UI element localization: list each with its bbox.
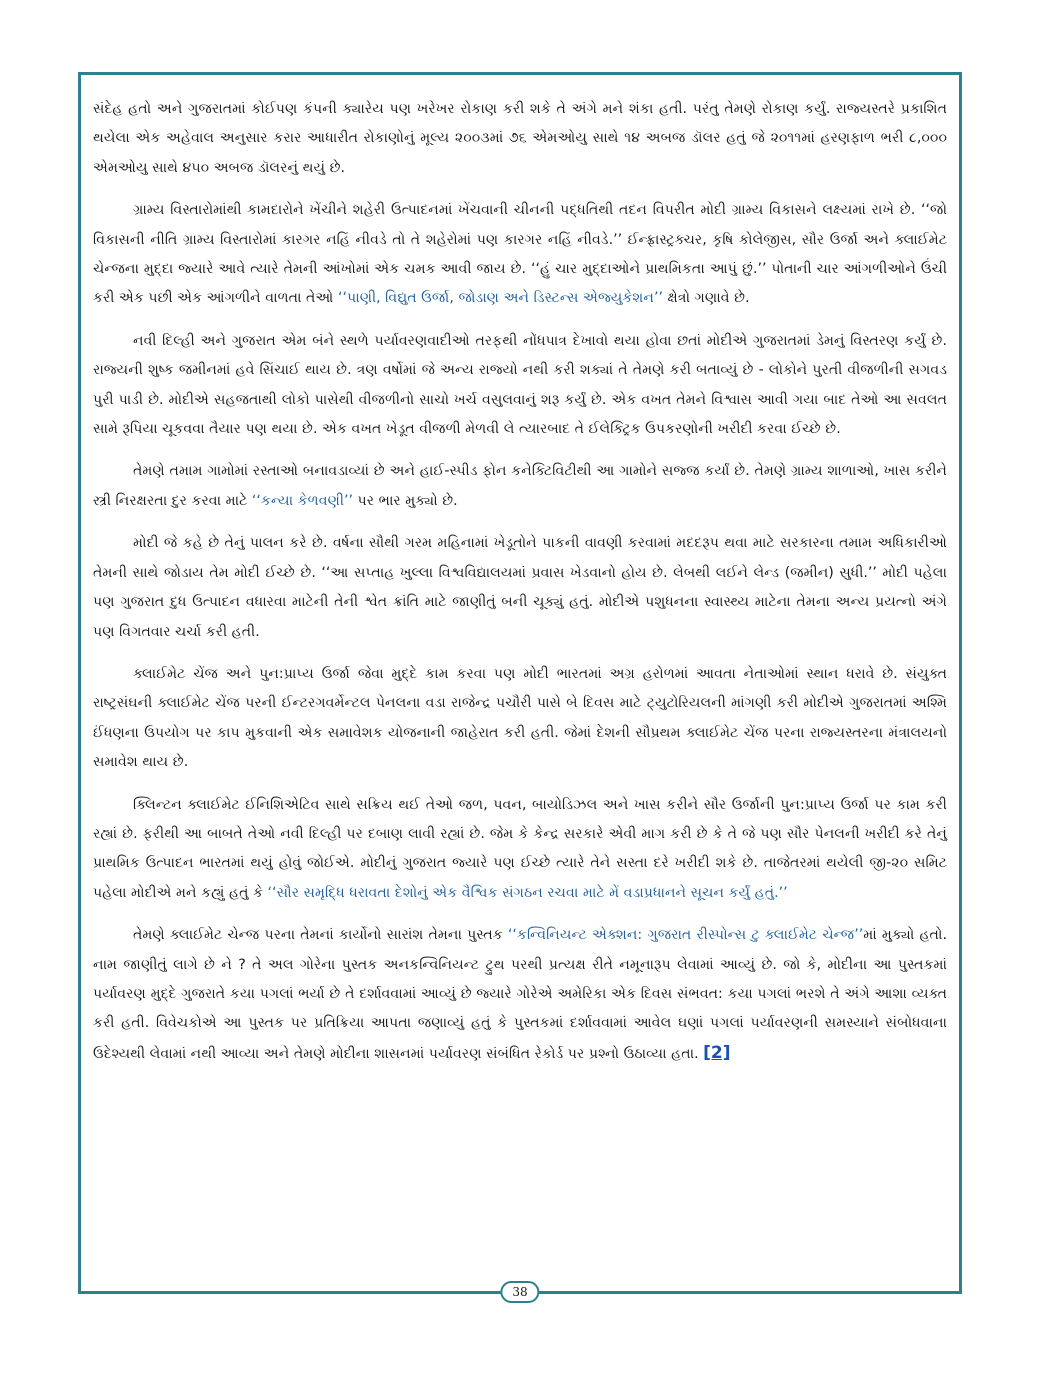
paragraph-text: નવી દિલ્હી અને ગુજરાત એમ બંને સ્થળે પર્યાવરણવાદીઓ તરફથી નોંધપાત્ર દેખાવો થયા હોવા છતાં મોદીએ ગુજરાતમાં ડેમનું વિસ્તરણ કર્યું છે. રાજ્યની શુષ્ક જમીનમાં હવે સિંચાઈ થાય છે. ત્રણ વર્ષોમાં જે અન્ય રાજ્યો નથી કરી શક્યાં તે તેમણે કરી બતાવ્યું છે - લોકોને પુરતી વીજળીની સગવડ પુરી પાડી છે. મોદીએ સહજતાથી લોકો પાસેથી વીજળીનો સાચો ખર્ચ વસુલવાનું શરૂ કર્યું છે. એક વખત તેમને વિશ્વાસ આવી ગયા બાદ તેઓ આ સવલત સામે રૂપિયા ચૂકવવા તૈયાર પણ થયા છે. એક વખત ખેડૂત વીજળી મેળવી લે ત્યારબાદ તે ઈલેક્ટ્રિક ઉપકરણોની ખરીદી કરવા ઈચ્છે છે.	[93, 332, 947, 438]
page-border	[78, 72, 962, 1299]
highlighted-quote: ‘‘કન્વિનિયન્ટ એક્શન: ગુજરાત રીસ્પોન્સ ટુ ક્લાઈમેટ ચેન્જ’’	[507, 927, 864, 944]
paragraph-text: તેમણે ક્લાઈમેટ ચેન્જ પરના તેમનાં કાર્યોનો સારાંશ તેમના પુસ્તક	[133, 927, 508, 944]
paragraph	[93, 529, 947, 647]
paragraph	[93, 921, 947, 1069]
highlighted-quote: ‘‘પાણી, વિદ્યુત ઉર્જા, જોડાણ અને ડિસ્ટન્સ એજ્યુકેશન’’	[338, 290, 663, 307]
paragraph-text: ગ્રામ્ય વિસ્તારોમાંથી કામદારોને ખેંચીને શહેરી ઉત્પાદનમાં ખેંચવાની ચીનની પદ્ધતિથી તદન વિપરીત મોદી ગ્રામ્ય વિકાસને લક્ષ્યમાં રાખે છે. ‘‘જો વિકાસની નીતિ ગ્રામ્ય વિસ્તારોમાં કારગર નહિં નીવડે તો તે શહેરોમાં પણ કારગર નહિં નીવડે.’’ ઈન્ફ્રાસ્ટ્રક્ચર, કૃષિ કોલેજીસ, સૌર ઉર્જા અને ક્લાઈમેટ ચેન્જના મુદ્દા જ્યારે આવે ત્યારે તેમની આંખોમાં એક ચમક આવી જાય છે. ‘‘હું ચાર મુદ્દાઓને પ્રાથમિકતા આપું છું.’’ પોતાની ચાર આંગળીઓને ઉંચી કરી એક પછી એક આંગળીને વાળતા તેઓ	[93, 202, 947, 307]
paragraph-text: તેમણે તમામ ગામોમાં રસ્તાઓ બનાવડાવ્યાં છે અને હાઈ-સ્પીડ ફોન કનેક્ટિવિટીથી આ ગામોને સજ્જ કર્યાં છે. તેમણે ગ્રામ્ય શાળાઓ, ખાસ કરીને સ્ત્રી નિરક્ષરતા દુર કરવા માટે	[93, 463, 947, 509]
reference-link[interactable]: [2]	[703, 1042, 731, 1063]
paragraph	[93, 457, 947, 516]
paragraph	[93, 660, 947, 778]
paragraph	[93, 327, 947, 445]
highlighted-quote: ‘‘સૌર સમૃદ્ધિ ધરાવતા દેશોનું એક વૈશ્વિક સંગઠન રચવા માટે મેં વડાપ્રધાનને સૂચન કર્યું હતું.’’	[267, 884, 788, 901]
paragraph-text: ક્લિન્ટન ક્લાઈમેટ ઈનિશિએટિવ સાથે સક્રિય થઈ તેઓ જળ, પવન, બાયોડિઝલ અને ખાસ કરીને સૌર ઉર્જાની પુન:પ્રાપ્ય ઉર્જા પર કામ કરી રહ્યાં છે. ફરીથી આ બાબતે તેઓ નવી દિલ્હી પર દબાણ લાવી રહ્યાં છે. જેમ કે કેન્દ્ર સરકારે એવી માગ કરી છે કે તે જે પણ સૌર પેનલની ખરીદી કરે તેનું પ્રાથમિક ઉત્પાદન ભારતમાં થયું હોવું જોઈએ. મોદીનું ગુજરાત જ્યારે પણ ઈચ્છે ત્યારે તેને સસ્તા દરે ખરીદી શકે છે. તાજેતરમાં થયેલી જી-૨૦ સમિટ પહેલા મોદીએ મને કહ્યું હતું કે	[93, 796, 947, 901]
paragraph-text: સંદેહ હતો અને ગુજરાતમાં કોઈપણ કંપની ક્યારેય પણ ખરેખર રોકાણ કરી શકે તે અંગે મને શંકા હતી. પરંતુ તેમણે રોકાણ કર્યું. રાજ્યસ્તરે પ્રકાશિત થયેલા એક અહેવાલ અનુસાર કરાર આધારીત રોકાણોનું મૂલ્ય ૨૦૦૩માં ૭૬ એમઓયુ સાથે ૧૪ અબજ ડૉલર હતું જે ૨૦૧૧માં હરણફાળ ભરી ૮,૦૦૦ એમઓયુ સાથે ૪૫૦ અબજ ડૉલરનું થયું છે.	[93, 101, 947, 176]
page-body	[93, 95, 947, 1082]
paragraph-text: માં મુક્યો હતો. નામ જાણીતું લાગે છે ને ? તે અલ ગોરેના પુસ્તક અનકન્વિનિયન્ટ ટ્રુથ પરથી પ્રત્યક્ષ રીતે નમૂનારૂપ લેવામાં આવ્યું છે. જો કે, મોદીના આ પુસ્તકમાં પર્યાવરણ મુદ્દે ગુજરાતે કયા પગલાં ભર્યા છે તે દર્શાવવામાં આવ્યું છે જ્યારે ગોરેએ અમેરિકા એક દિવસ સંભવત: કયા પગલાં ભરશે તે અંગે આશા વ્યક્ત કરી હતી. વિવેચકોએ આ પુસ્તક પર પ્રતિક્રિયા આપતા જણાવ્યું હતું કે પુસ્તકમાં દર્શાવવામાં આવેલ ઘણાં પગલાં પર્યાવરણની સમસ્યાને સંબોધવાના ઉદેશ્યથી લેવામાં નથી આવ્યા અને તેમણે મોદીના શાસનમાં પર્યાવરણ સંબંધિત રેકોર્ડ પર પ્રશ્નો ઉઠાવ્યા હતા.	[93, 927, 947, 1062]
paragraph	[93, 791, 947, 909]
paragraph	[93, 196, 947, 314]
paragraph-text: મોદી જે કહે છે તેનું પાલન કરે છે. વર્ષના સૌથી ગરમ મહિનામાં ખેડૂતોને પાકની વાવણી કરવામાં મદદરૂપ થવા માટે સરકારના તમામ અધિકારીઓ તેમની સાથે જોડાય તેમ મોદી ઈચ્છે છે. ‘‘આ સપ્તાહ ખુલ્લા વિશ્વવિદ્યાલયમાં પ્રવાસ ખેડવાનો હોય છે. લેબથી લઈને લેન્ડ (જમીન) સુધી.’’ મોદી પહેલા પણ ગુજરાત દુધ ઉત્પાદન વધારવા માટેની તેની શ્વેત ક્રાંતિ માટે જાણીતું બની ચૂક્યું હતું. મોદીએ પશુધનના સ્વાસ્થ્ય માટેના તેમના અન્ય પ્રયત્નો અંગે પણ વિગતવાર ચર્ચા કરી હતી.	[93, 535, 947, 640]
page-number: 38	[500, 1281, 539, 1303]
highlighted-quote: ‘‘કન્યા કેળવણી’’	[251, 492, 354, 509]
paragraph-text: પર ભાર મુક્યો છે.	[353, 492, 458, 509]
paragraph-text: ક્લાઈમેટ ચેંજ અને પુન:પ્રાપ્ય ઉર્જા જેવા મુદ્દે કામ કરવા પણ મોદી ભારતમાં અગ્ર હરોળમાં આવતા નેતાઓમાં સ્થાન ધરાવે છે. સંયુક્ત રાષ્ટ્રસંઘની ક્લાઈમેટ ચેંજ પરની ઈન્ટરગવર્મેન્ટલ પેનલના વડા રાજેન્દ્ર પચૌરી પાસે બે દિવસ માટે ટ્યુટોરિયલની માંગણી કરી મોદીએ ગુજરાતમાં અશ્મિ ઈંધણના ઉપયોગ પર કાપ મુકવાની એક સમાવેશક યોજનાની જાહેરાત કરી હતી. જેમાં દેશની સૌપ્રથમ ક્લાઈમેટ ચેંજ પરના રાજ્યસ્તરના મંત્રાલયનો સમાવેશ થાય છે.	[93, 665, 947, 771]
paragraph	[93, 95, 947, 183]
paragraph-text: ક્ષેત્રો ગણાવે છે.	[662, 290, 750, 307]
